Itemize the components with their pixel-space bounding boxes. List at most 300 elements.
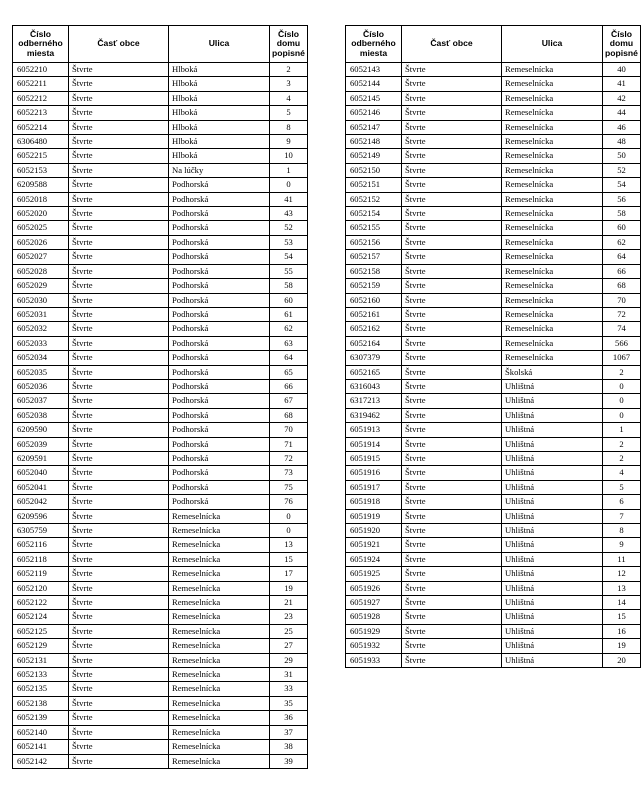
cell-cast-obce: Štvrte [69, 725, 169, 739]
table-row [346, 250, 641, 264]
cell-cislo-domu: 73 [270, 466, 308, 480]
cell-ulica: Uhlištná [502, 509, 603, 523]
cell-ulica: Podhorská [169, 408, 270, 422]
cell-cislo-domu: 72 [603, 307, 641, 321]
cell-cislo-domu: 56 [603, 192, 641, 206]
cell-cast-obce: Štvrte [69, 696, 169, 710]
cell-odberne-miesto: 6209596 [13, 509, 69, 523]
cell-ulica: Podhorská [169, 322, 270, 336]
table-row [346, 307, 641, 321]
table-row [346, 451, 641, 465]
cell-odberne-miesto: 6052149 [346, 149, 402, 163]
header-odberne-miesto: Číslo odberného miesta [346, 26, 402, 63]
cell-cast-obce: Štvrte [402, 336, 502, 350]
cell-cast-obce: Štvrte [69, 250, 169, 264]
table-row [346, 77, 641, 91]
cell-cislo-domu: 20 [603, 653, 641, 667]
cell-cislo-domu: 13 [603, 581, 641, 595]
cell-cislo-domu: 25 [270, 624, 308, 638]
cell-ulica: Remeselnícka [502, 250, 603, 264]
cell-odberne-miesto: 6052159 [346, 279, 402, 293]
cell-odberne-miesto: 6052036 [13, 379, 69, 393]
table-row [13, 336, 308, 350]
table-row [13, 120, 308, 134]
cell-cislo-domu: 67 [270, 394, 308, 408]
cell-ulica: Remeselnícka [169, 668, 270, 682]
cell-cislo-domu: 29 [270, 653, 308, 667]
cell-cislo-domu: 0 [603, 394, 641, 408]
cell-cislo-domu: 64 [270, 351, 308, 365]
table-row [13, 207, 308, 221]
cell-ulica: Podhorská [169, 394, 270, 408]
cell-ulica: Remeselnícka [169, 639, 270, 653]
table-row [13, 725, 308, 739]
table-row [13, 279, 308, 293]
cell-cislo-domu: 2 [603, 437, 641, 451]
cell-cast-obce: Štvrte [402, 178, 502, 192]
cell-odberne-miesto: 6052164 [346, 336, 402, 350]
cell-cislo-domu: 72 [270, 451, 308, 465]
cell-ulica: Remeselnícka [502, 106, 603, 120]
cell-ulica: Podhorská [169, 307, 270, 321]
table-row [346, 221, 641, 235]
cell-ulica: Hlboká [169, 106, 270, 120]
cell-odberne-miesto: 6051928 [346, 610, 402, 624]
cell-odberne-miesto: 6052027 [13, 250, 69, 264]
cell-cislo-domu: 9 [270, 135, 308, 149]
cell-cast-obce: Štvrte [402, 451, 502, 465]
cell-odberne-miesto: 6051932 [346, 639, 402, 653]
cell-cast-obce: Štvrte [69, 207, 169, 221]
cell-odberne-miesto: 6052151 [346, 178, 402, 192]
cell-cast-obce: Štvrte [402, 610, 502, 624]
cell-odberne-miesto: 6052116 [13, 538, 69, 552]
cell-cast-obce: Štvrte [402, 279, 502, 293]
table-row [13, 711, 308, 725]
cell-odberne-miesto: 6052210 [13, 63, 69, 77]
table-row [13, 192, 308, 206]
table-row [346, 480, 641, 494]
cell-odberne-miesto: 6051926 [346, 581, 402, 595]
cell-cast-obce: Štvrte [402, 264, 502, 278]
table-row [346, 408, 641, 422]
cell-odberne-miesto: 6052161 [346, 307, 402, 321]
cell-cislo-domu: 566 [603, 336, 641, 350]
cell-ulica: Remeselnícka [502, 351, 603, 365]
cell-cast-obce: Štvrte [402, 466, 502, 480]
cell-cislo-domu: 66 [270, 379, 308, 393]
cell-cislo-domu: 33 [270, 682, 308, 696]
cell-cast-obce: Štvrte [69, 77, 169, 91]
cell-cast-obce: Štvrte [402, 495, 502, 509]
cell-cislo-domu: 16 [603, 624, 641, 638]
table-row [13, 423, 308, 437]
cell-cast-obce: Štvrte [402, 91, 502, 105]
cell-cast-obce: Štvrte [69, 639, 169, 653]
cell-cislo-domu: 44 [603, 106, 641, 120]
table-row [346, 351, 641, 365]
cell-cislo-domu: 53 [270, 235, 308, 249]
table-row [13, 610, 308, 624]
cell-odberne-miesto: 6052211 [13, 77, 69, 91]
cell-ulica: Uhlištná [502, 552, 603, 566]
table-row [346, 293, 641, 307]
cell-ulica: Remeselnícka [169, 610, 270, 624]
table-row [346, 495, 641, 509]
cell-odberne-miesto: 6051915 [346, 451, 402, 465]
cell-cislo-domu: 19 [603, 639, 641, 653]
cell-ulica: Hlboká [169, 135, 270, 149]
table-row [13, 394, 308, 408]
table-row [346, 524, 641, 538]
cell-ulica: Remeselnícka [502, 264, 603, 278]
cell-cast-obce: Štvrte [69, 221, 169, 235]
cell-cast-obce: Štvrte [402, 437, 502, 451]
cell-cast-obce: Štvrte [402, 63, 502, 77]
cell-cast-obce: Štvrte [402, 163, 502, 177]
cell-cast-obce: Štvrte [69, 91, 169, 105]
cell-ulica: Remeselnícka [502, 163, 603, 177]
cell-odberne-miesto: 6052041 [13, 480, 69, 494]
cell-odberne-miesto: 6051913 [346, 423, 402, 437]
table-row [13, 178, 308, 192]
cell-odberne-miesto: 6052028 [13, 264, 69, 278]
cell-ulica: Remeselnícka [169, 596, 270, 610]
table-row [13, 379, 308, 393]
cell-cast-obce: Štvrte [69, 538, 169, 552]
cell-odberne-miesto: 6052029 [13, 279, 69, 293]
cell-odberne-miesto: 6052037 [13, 394, 69, 408]
table-row [346, 135, 641, 149]
table-row [13, 293, 308, 307]
cell-ulica: Remeselnícka [169, 552, 270, 566]
cell-cislo-domu: 19 [270, 581, 308, 595]
cell-cislo-domu: 75 [270, 480, 308, 494]
cell-odberne-miesto: 6052140 [13, 725, 69, 739]
cell-cast-obce: Štvrte [69, 192, 169, 206]
cell-odberne-miesto: 6052125 [13, 624, 69, 638]
cell-odberne-miesto: 6052122 [13, 596, 69, 610]
cell-cislo-domu: 27 [270, 639, 308, 653]
cell-cislo-domu: 43 [270, 207, 308, 221]
cell-cislo-domu: 0 [603, 379, 641, 393]
cell-cislo-domu: 65 [270, 365, 308, 379]
cell-cast-obce: Štvrte [69, 365, 169, 379]
cell-odberne-miesto: 6052120 [13, 581, 69, 595]
cell-cislo-domu: 41 [603, 77, 641, 91]
cell-cast-obce: Štvrte [402, 394, 502, 408]
table-row [13, 307, 308, 321]
cell-cast-obce: Štvrte [402, 524, 502, 538]
cell-odberne-miesto: 6052212 [13, 91, 69, 105]
table-row [346, 581, 641, 595]
cell-ulica: Uhlištná [502, 423, 603, 437]
cell-cast-obce: Štvrte [69, 509, 169, 523]
cell-ulica: Remeselnícka [502, 63, 603, 77]
table-row [13, 149, 308, 163]
cell-odberne-miesto: 6052133 [13, 668, 69, 682]
cell-odberne-miesto: 6052035 [13, 365, 69, 379]
table-row [13, 480, 308, 494]
cell-cast-obce: Štvrte [69, 394, 169, 408]
cell-ulica: Uhlištná [502, 581, 603, 595]
cell-ulica: Uhlištná [502, 379, 603, 393]
cell-odberne-miesto: 6052153 [13, 163, 69, 177]
cell-odberne-miesto: 6052139 [13, 711, 69, 725]
cell-ulica: Podhorská [169, 192, 270, 206]
cell-cislo-domu: 64 [603, 250, 641, 264]
cell-cislo-domu: 68 [270, 408, 308, 422]
table-row [346, 552, 641, 566]
table-row [13, 509, 308, 523]
cell-cislo-domu: 2 [603, 365, 641, 379]
cell-cast-obce: Štvrte [69, 552, 169, 566]
cell-ulica: Uhlištná [502, 624, 603, 638]
cell-cast-obce: Štvrte [69, 524, 169, 538]
cell-cast-obce: Štvrte [402, 552, 502, 566]
table-row [13, 639, 308, 653]
cell-cislo-domu: 14 [603, 596, 641, 610]
cell-cislo-domu: 10 [270, 149, 308, 163]
cell-ulica: Remeselnícka [502, 149, 603, 163]
cell-cislo-domu: 9 [603, 538, 641, 552]
cell-odberne-miesto: 6052215 [13, 149, 69, 163]
cell-ulica: Podhorská [169, 293, 270, 307]
table-row [13, 552, 308, 566]
cell-cislo-domu: 11 [603, 552, 641, 566]
cell-odberne-miesto: 6052018 [13, 192, 69, 206]
cell-cislo-domu: 13 [270, 538, 308, 552]
cell-ulica: Hlboká [169, 77, 270, 91]
cell-ulica: Remeselnícka [169, 711, 270, 725]
table-row [13, 322, 308, 336]
table-row [346, 192, 641, 206]
cell-cislo-domu: 0 [270, 509, 308, 523]
table-row [346, 509, 641, 523]
cell-ulica: Remeselnícka [502, 120, 603, 134]
cell-cislo-domu: 36 [270, 711, 308, 725]
table-row [13, 77, 308, 91]
cell-odberne-miesto: 6052160 [346, 293, 402, 307]
cell-odberne-miesto: 6319462 [346, 408, 402, 422]
cell-odberne-miesto: 6052039 [13, 437, 69, 451]
cell-odberne-miesto: 6051929 [346, 624, 402, 638]
cell-cast-obce: Štvrte [69, 624, 169, 638]
cell-ulica: Remeselnícka [502, 322, 603, 336]
cell-cast-obce: Štvrte [69, 264, 169, 278]
cell-cislo-domu: 1067 [603, 351, 641, 365]
cell-cislo-domu: 68 [603, 279, 641, 293]
cell-cislo-domu: 66 [603, 264, 641, 278]
table-row [13, 106, 308, 120]
cell-cislo-domu: 39 [270, 754, 308, 768]
table-row [13, 365, 308, 379]
cell-ulica: Remeselnícka [502, 307, 603, 321]
table-row [13, 221, 308, 235]
cell-odberne-miesto: 6052143 [346, 63, 402, 77]
table-row [13, 135, 308, 149]
cell-odberne-miesto: 6052038 [13, 408, 69, 422]
cell-cislo-domu: 38 [270, 740, 308, 754]
table-row [346, 567, 641, 581]
cell-ulica: Podhorská [169, 451, 270, 465]
cell-ulica: Podhorská [169, 235, 270, 249]
table-row [13, 466, 308, 480]
table-row [13, 581, 308, 595]
cell-ulica: Remeselnícka [169, 725, 270, 739]
cell-cast-obce: Štvrte [402, 149, 502, 163]
cell-cislo-domu: 46 [603, 120, 641, 134]
cell-cast-obce: Štvrte [69, 351, 169, 365]
cell-cast-obce: Štvrte [69, 423, 169, 437]
cell-ulica: Remeselnícka [169, 740, 270, 754]
cell-cast-obce: Štvrte [69, 740, 169, 754]
table-row [13, 163, 308, 177]
cell-ulica: Uhlištná [502, 610, 603, 624]
cell-ulica: Remeselnícka [169, 653, 270, 667]
cell-cislo-domu: 42 [603, 91, 641, 105]
header-odberne-miesto: Číslo odberného miesta [13, 26, 69, 63]
cell-cast-obce: Štvrte [69, 63, 169, 77]
table-row [13, 668, 308, 682]
cell-ulica: Podhorská [169, 279, 270, 293]
table-row [346, 624, 641, 638]
cell-cast-obce: Štvrte [402, 221, 502, 235]
cell-cast-obce: Štvrte [69, 135, 169, 149]
cell-ulica: Podhorská [169, 351, 270, 365]
cell-ulica: Remeselnícka [502, 207, 603, 221]
cell-odberne-miesto: 6052152 [346, 192, 402, 206]
table-row [13, 437, 308, 451]
cell-ulica: Hlboká [169, 149, 270, 163]
cell-odberne-miesto: 6052214 [13, 120, 69, 134]
cell-cislo-domu: 7 [603, 509, 641, 523]
cell-ulica: Uhlištná [502, 567, 603, 581]
table-row [13, 538, 308, 552]
table-row [13, 63, 308, 77]
cell-odberne-miesto: 6305759 [13, 524, 69, 538]
table-row [13, 451, 308, 465]
table-row [346, 149, 641, 163]
cell-cislo-domu: 71 [270, 437, 308, 451]
cell-ulica: Uhlištná [502, 451, 603, 465]
cell-ulica: Remeselnícka [502, 336, 603, 350]
cell-cislo-domu: 0 [270, 178, 308, 192]
cell-cast-obce: Štvrte [69, 178, 169, 192]
cell-cast-obce: Štvrte [69, 307, 169, 321]
cell-cast-obce: Štvrte [69, 610, 169, 624]
cell-odberne-miesto: 6052032 [13, 322, 69, 336]
cell-cislo-domu: 62 [270, 322, 308, 336]
cell-ulica: Podhorská [169, 379, 270, 393]
cell-ulica: Hlboká [169, 63, 270, 77]
cell-ulica: Hlboká [169, 120, 270, 134]
header-cislo-domu: Číslo domu popisné [603, 26, 641, 63]
table-row [346, 63, 641, 77]
cell-ulica: Remeselnícka [502, 279, 603, 293]
cell-ulica: Uhlištná [502, 524, 603, 538]
cell-cast-obce: Štvrte [402, 293, 502, 307]
cell-cislo-domu: 8 [603, 524, 641, 538]
cell-cislo-domu: 74 [603, 322, 641, 336]
cell-cast-obce: Štvrte [402, 509, 502, 523]
cell-odberne-miesto: 6052042 [13, 495, 69, 509]
table-header-row [346, 26, 641, 63]
cell-odberne-miesto: 6052131 [13, 653, 69, 667]
table-row [13, 91, 308, 105]
cell-cislo-domu: 17 [270, 567, 308, 581]
cell-cast-obce: Štvrte [69, 668, 169, 682]
cell-ulica: Podhorská [169, 437, 270, 451]
cell-cast-obce: Štvrte [402, 567, 502, 581]
table-row [346, 639, 641, 653]
cell-cast-obce: Štvrte [402, 379, 502, 393]
cell-odberne-miesto: 6052142 [13, 754, 69, 768]
cell-cast-obce: Štvrte [402, 351, 502, 365]
cell-odberne-miesto: 6209591 [13, 451, 69, 465]
cell-odberne-miesto: 6051918 [346, 495, 402, 509]
cell-odberne-miesto: 6052124 [13, 610, 69, 624]
cell-cast-obce: Štvrte [69, 149, 169, 163]
cell-cislo-domu: 1 [270, 163, 308, 177]
cell-ulica: Remeselnícka [502, 135, 603, 149]
cell-ulica: Remeselnícka [169, 624, 270, 638]
cell-ulica: Remeselnícka [169, 682, 270, 696]
cell-ulica: Podhorská [169, 207, 270, 221]
cell-odberne-miesto: 6307379 [346, 351, 402, 365]
cell-cast-obce: Štvrte [402, 106, 502, 120]
cell-cislo-domu: 55 [270, 264, 308, 278]
cell-cislo-domu: 37 [270, 725, 308, 739]
cell-odberne-miesto: 6052031 [13, 307, 69, 321]
table-row [13, 624, 308, 638]
address-table-left [12, 25, 308, 769]
cell-cast-obce: Štvrte [69, 120, 169, 134]
cell-ulica: Uhlištná [502, 394, 603, 408]
cell-cislo-domu: 15 [270, 552, 308, 566]
cell-odberne-miesto: 6051933 [346, 653, 402, 667]
cell-cast-obce: Štvrte [69, 408, 169, 422]
cell-ulica: Podhorská [169, 495, 270, 509]
cell-ulica: Podhorská [169, 336, 270, 350]
cell-odberne-miesto: 6209588 [13, 178, 69, 192]
table-row [346, 653, 641, 667]
cell-cast-obce: Štvrte [69, 754, 169, 768]
cell-ulica: Remeselnícka [169, 696, 270, 710]
cell-cislo-domu: 60 [270, 293, 308, 307]
cell-odberne-miesto: 6052033 [13, 336, 69, 350]
table-row [13, 351, 308, 365]
cell-cast-obce: Štvrte [69, 653, 169, 667]
cell-odberne-miesto: 6316043 [346, 379, 402, 393]
cell-odberne-miesto: 6052155 [346, 221, 402, 235]
cell-cast-obce: Štvrte [69, 437, 169, 451]
cell-cislo-domu: 3 [270, 77, 308, 91]
cell-cast-obce: Štvrte [69, 379, 169, 393]
table-row [13, 696, 308, 710]
table-row [346, 279, 641, 293]
table-row [346, 178, 641, 192]
cell-odberne-miesto: 6051914 [346, 437, 402, 451]
table-row [13, 740, 308, 754]
cell-odberne-miesto: 6052026 [13, 235, 69, 249]
cell-cislo-domu: 5 [603, 480, 641, 494]
cell-ulica: Uhlištná [502, 639, 603, 653]
cell-cislo-domu: 63 [270, 336, 308, 350]
cell-cislo-domu: 52 [603, 163, 641, 177]
cell-cislo-domu: 54 [603, 178, 641, 192]
cell-ulica: Na lúčky [169, 163, 270, 177]
